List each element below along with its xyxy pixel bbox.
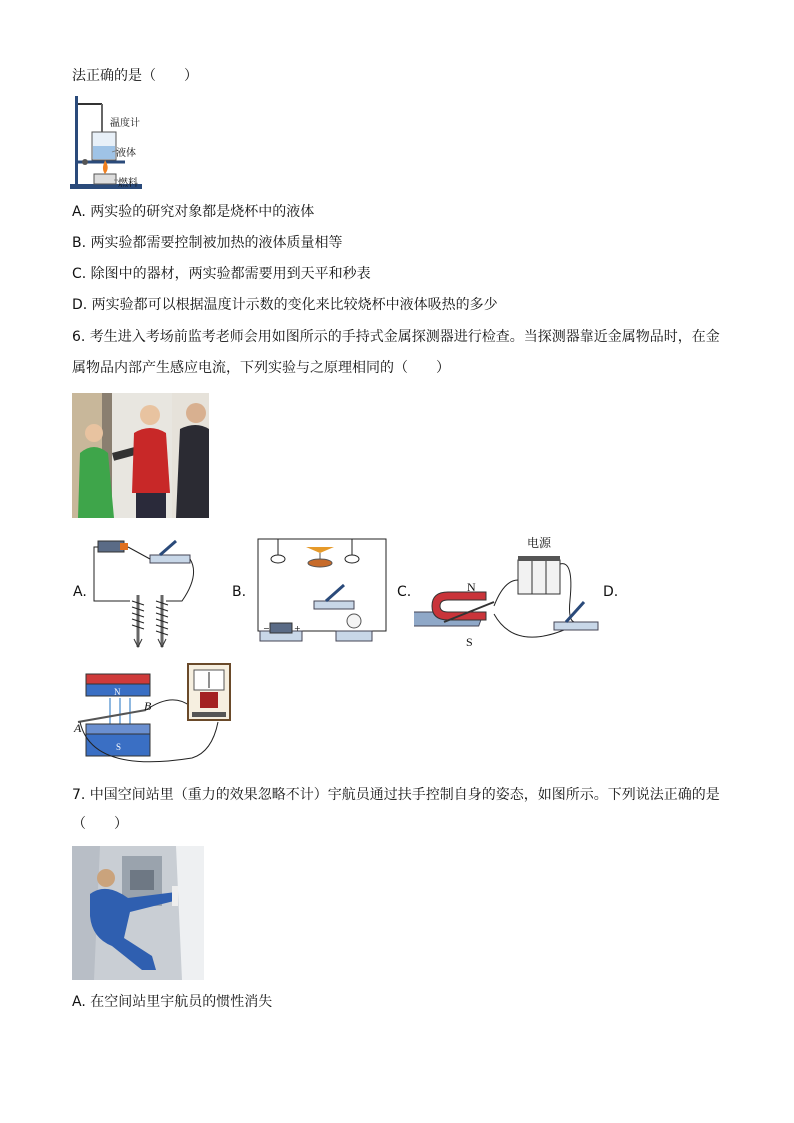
q6-figure-d bbox=[72, 662, 234, 770]
label-s-c: S bbox=[466, 635, 473, 649]
q6-figure-b bbox=[254, 535, 390, 649]
q6-label-a: A. bbox=[73, 584, 87, 600]
astronaut-photo bbox=[72, 846, 204, 980]
q6-stem-line1: 6. 考生进入考场前监考老师会用如图所示的手持式金属探测器进行检查。当探测器靠近金属物品时，在金 bbox=[72, 329, 720, 345]
q6-label-b: B. bbox=[232, 584, 247, 600]
rotating-needle-icon bbox=[306, 547, 334, 553]
q5-option-c: C. 除图中的器材，两实验都需要用到天平和秒表 bbox=[72, 266, 371, 282]
q7-stem-line1: 7. 中国空间站里（重力的效果忽略不计）宇航员通过扶手控制自身的姿态，如图所示。下列说法正确的是 bbox=[72, 787, 720, 803]
label-power: 电源 bbox=[527, 536, 552, 550]
q5-option-b: B. 两实验都需要控制被加热的液体质量相等 bbox=[72, 235, 343, 251]
svg-text:−: − bbox=[263, 624, 270, 633]
q6-label-d: D. bbox=[603, 584, 619, 600]
label-n-c: N bbox=[467, 580, 476, 594]
q7-stem-line2: （ ） bbox=[72, 816, 128, 832]
heating-apparatus-figure bbox=[70, 94, 150, 194]
switch-icon bbox=[160, 541, 176, 555]
label-a-d: A bbox=[74, 721, 82, 735]
svg-text:+: + bbox=[294, 624, 301, 633]
battery-icon-b bbox=[270, 623, 292, 633]
q6-figure-a bbox=[90, 535, 200, 653]
q6-stem-line2: 属物品内部产生感应电流，下列实验与之原理相同的（ ） bbox=[72, 360, 450, 376]
liquid-fill bbox=[93, 146, 115, 159]
battery-pack-icon bbox=[518, 556, 560, 594]
metal-detector-photo bbox=[72, 393, 209, 518]
q6-label-c: C. bbox=[397, 584, 412, 600]
label-n-d: N bbox=[114, 687, 121, 697]
q7-option-a: A. 在空间站里宇航员的惯性消失 bbox=[72, 994, 273, 1010]
label-b-d: B bbox=[144, 699, 152, 713]
switch-icon-c bbox=[566, 602, 584, 622]
switch-icon-b bbox=[326, 585, 344, 601]
label-fuel: 燃料 bbox=[118, 178, 138, 189]
stand-rod bbox=[75, 96, 78, 186]
label-liquid: 液体 bbox=[116, 148, 136, 159]
label-s-d: S bbox=[116, 742, 122, 752]
burner-icon bbox=[94, 174, 116, 184]
q5-stem-tail: 法正确的是（ ） bbox=[72, 68, 198, 84]
bulb-icon bbox=[347, 614, 361, 628]
conductor-ab-icon bbox=[78, 710, 146, 722]
q5-option-d: D. 两实验都可以根据温度计示数的变化来比较烧杯中液体吸热的多少 bbox=[72, 297, 498, 313]
q6-figure-c bbox=[414, 540, 600, 646]
galvanometer-icon bbox=[188, 664, 230, 720]
label-thermometer: 温度计 bbox=[110, 118, 140, 129]
switch-base bbox=[150, 555, 190, 563]
q5-option-a: A. 两实验的研究对象都是烧杯中的液体 bbox=[72, 204, 315, 220]
